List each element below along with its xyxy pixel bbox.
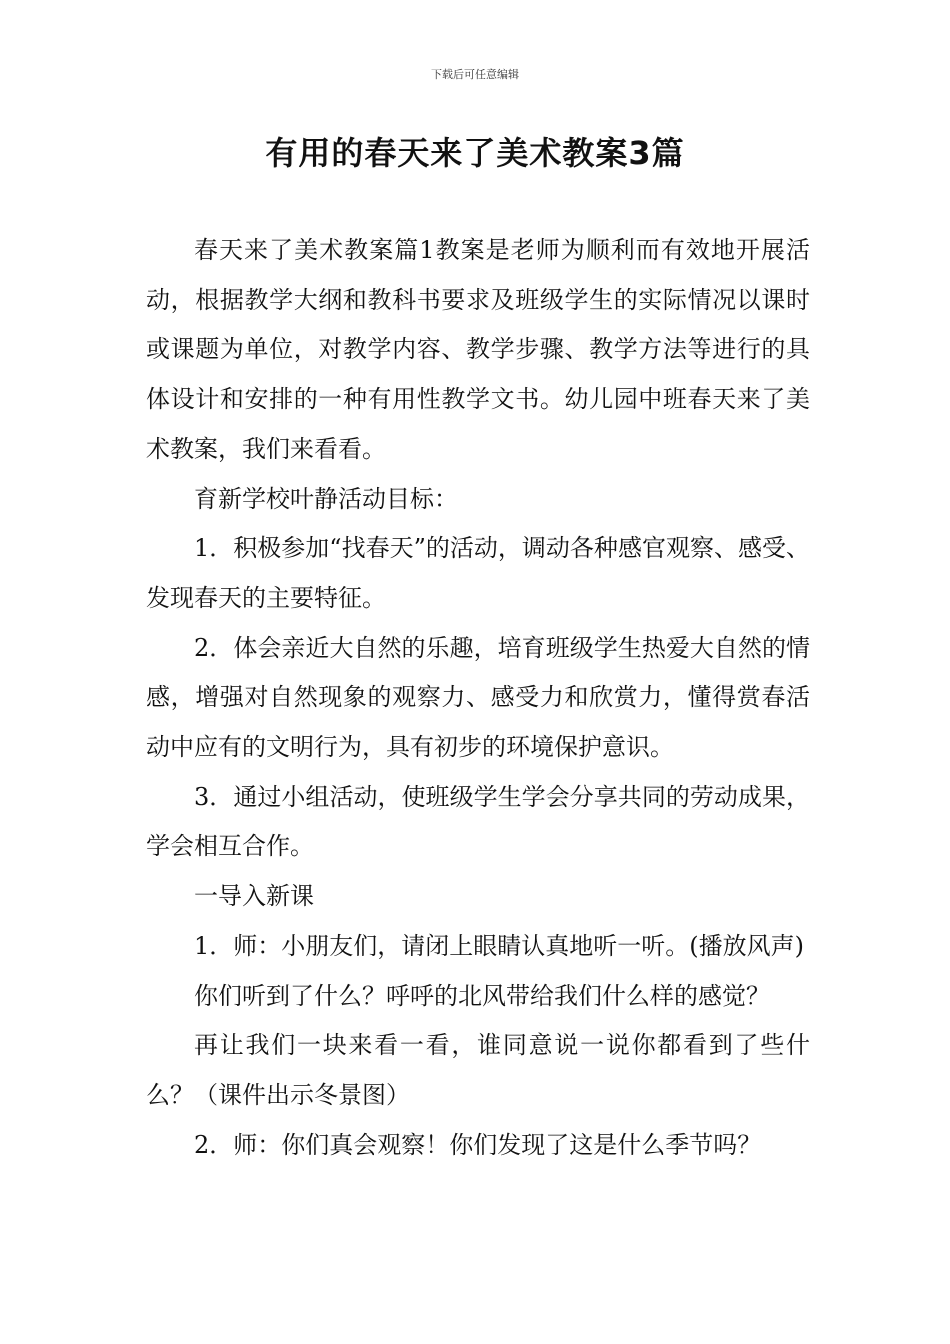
paragraph-step-2: 2．师：你们真会观察！你们发现了这是什么季节吗？ (194, 1130, 762, 1159)
paragraph-section-intro: 一导入新课 (194, 882, 314, 911)
document-body (146, 226, 810, 1170)
document-title: 有用的春天来了美术教案3篇 (265, 134, 685, 172)
paragraph-goal-3: 3．通过小组活动，使班级学生学会分享共同的劳动成果，学会相互合作。 (146, 782, 810, 861)
paragraph-goal-1: 1．积极参加“找春天”的活动，调动各种感官观察、感受、发现春天的主要特征。 (146, 534, 810, 612)
paragraph-goal-2: 2．体会亲近大自然的乐趣，培育班级学生热爱大自然的情感，增强对自然现象的观察力、感受力和欣赏力，懂得赏春活动中应有的文明行为，具有初步的环境保护意识。 (146, 633, 810, 762)
paragraph-intro: 春天来了美术教案篇1教案是老师为顺利而有效地开展活动，根据教学大纲和教科书要求及班级学生的实际情况以课时或课题为单位，对教学内容、教学步骤、教学方法等进行的具体设计和安排的一种有用性教学文书。幼儿园中班春天来了美术教案，我们来看看。 (146, 236, 810, 463)
paragraph-goals-heading: 育新学校叶静活动目标： (194, 484, 458, 513)
paragraph-question-2: 再让我们一块来看一看，谁同意说一说你都看到了些什么？（课件出示冬景图） (146, 1031, 810, 1109)
paragraph-question-1: 你们听到了什么？呼呼的北风带给我们什么样的感觉？ (194, 981, 770, 1010)
header-note: 下载后可任意编辑 (431, 68, 519, 81)
paragraph-step-1: 1．师：小朋友们，请闭上眼睛认真地听一听。(播放风声) (194, 931, 804, 960)
